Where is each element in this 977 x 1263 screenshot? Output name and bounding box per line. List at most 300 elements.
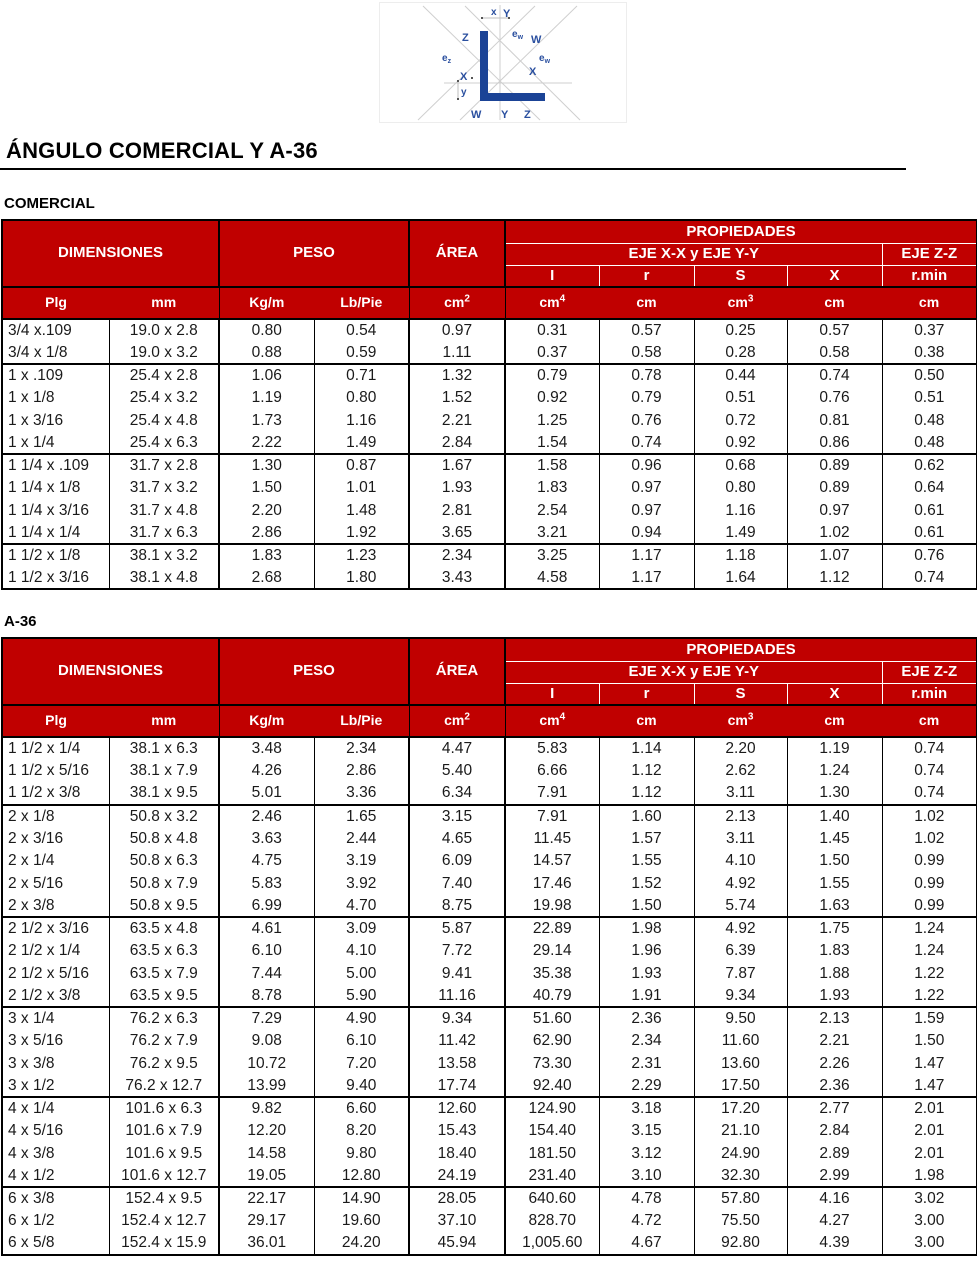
value-cell: 2.54 (505, 499, 599, 522)
value-cell: 76.2 x 9.5 (109, 1052, 219, 1075)
unit-cell: Kg/m (219, 287, 314, 319)
value-cell: 181.50 (505, 1142, 599, 1165)
value-cell: 640.60 (505, 1187, 599, 1210)
value-cell: 63.5 x 6.3 (109, 940, 219, 963)
table-row (2, 364, 977, 387)
value-cell: 29.14 (505, 940, 599, 963)
value-cell: 0.92 (694, 432, 787, 455)
value-cell: 4.47 (409, 737, 505, 760)
value-cell: 38.1 x 6.3 (109, 737, 219, 760)
value-cell: 0.89 (787, 477, 882, 500)
value-cell: 38.1 x 4.8 (109, 567, 219, 590)
table-row (2, 1075, 977, 1098)
value-cell: 1.23 (314, 544, 409, 567)
value-cell: 1.49 (314, 432, 409, 455)
size-plg-cell: 1 1/4 x 1/4 (8, 523, 81, 541)
row-group (2, 737, 977, 805)
value-cell: 9.40 (314, 1075, 409, 1098)
size-plg-cell: 2 1/2 x 5/16 (8, 964, 90, 982)
value-cell: 1.54 (505, 432, 599, 455)
value-cell: 1.24 (882, 940, 977, 963)
value-cell: 2.13 (694, 805, 787, 828)
value-cell: 1.83 (219, 544, 314, 567)
value-cell: 0.57 (787, 319, 882, 342)
value-cell: 36.01 (219, 1232, 314, 1255)
value-cell: 76.2 x 12.7 (109, 1075, 219, 1098)
value-cell: 1.58 (505, 454, 599, 477)
row-group (2, 1007, 977, 1097)
value-cell: 24.90 (694, 1142, 787, 1165)
value-cell: 2.20 (219, 499, 314, 522)
table-row (2, 1097, 977, 1120)
value-cell: 101.6 x 6.3 (109, 1097, 219, 1120)
value-cell: 0.54 (314, 319, 409, 342)
value-cell: 1.98 (599, 917, 694, 940)
value-cell: 0.99 (882, 872, 977, 895)
value-cell: 2.22 (219, 432, 314, 455)
table-row (2, 917, 977, 940)
page-title: ÁNGULO COMERCIAL Y A-36 (6, 138, 318, 163)
table-row (2, 1120, 977, 1143)
size-plg-cell: 2 1/2 x 3/8 (8, 986, 81, 1004)
size-plg-cell: 3 x 1/2 (8, 1076, 55, 1094)
value-cell: 3.15 (409, 805, 505, 828)
col-area: ÁREA (409, 638, 505, 705)
value-cell: 152.4 x 12.7 (109, 1210, 219, 1233)
value-cell: 0.72 (694, 409, 787, 432)
value-cell: 1.93 (787, 985, 882, 1008)
row-group (2, 319, 977, 364)
value-cell: 28.05 (409, 1187, 505, 1210)
value-cell: 1.14 (599, 737, 694, 760)
value-cell: 1.96 (599, 940, 694, 963)
size-plg-cell: 3/4 x 1/8 (8, 343, 68, 361)
col-x: X (787, 265, 882, 287)
value-cell: 19.0 x 3.2 (109, 342, 219, 365)
table-row (2, 985, 977, 1008)
value-cell: 1.02 (882, 805, 977, 828)
col-eje-xy: EJE X-X y EJE Y-Y (505, 661, 882, 683)
size-plg-cell: 4 x 3/8 (8, 1144, 55, 1162)
unit-cell: $cm^3$ (694, 705, 787, 737)
label-z-axis-bottom: Z (524, 109, 531, 121)
value-cell: 1.16 (694, 499, 787, 522)
size-plg-cell: 1 x 3/16 (8, 411, 64, 429)
value-cell: 1.24 (787, 760, 882, 783)
value-cell: 7.29 (219, 1007, 314, 1030)
value-cell: 2.29 (599, 1075, 694, 1098)
a36-table (1, 637, 977, 1256)
value-cell: 3.19 (314, 850, 409, 873)
value-cell: 1.32 (409, 364, 505, 387)
table-row (2, 567, 977, 590)
size-plg-cell: 2 x 5/16 (8, 874, 64, 892)
value-cell: 2.21 (409, 409, 505, 432)
value-cell: 4.75 (219, 850, 314, 873)
angle-profile-svg (380, 3, 626, 122)
value-cell: 50.8 x 6.3 (109, 850, 219, 873)
value-cell: 1.92 (314, 522, 409, 545)
value-cell: 38.1 x 7.9 (109, 760, 219, 783)
value-cell: 1.55 (787, 872, 882, 895)
value-cell: 0.57 (599, 319, 694, 342)
value-cell: 12.80 (314, 1165, 409, 1188)
value-cell: 5.83 (219, 872, 314, 895)
value-cell: 24.20 (314, 1232, 409, 1255)
value-cell: 4.78 (599, 1187, 694, 1210)
table-row (2, 962, 977, 985)
unit-cell: Plg (2, 287, 109, 319)
col-propiedades: PROPIEDADES (505, 220, 977, 243)
table-header (2, 638, 977, 737)
col-inertia: I (505, 683, 599, 705)
unit-cell: cm (787, 705, 882, 737)
value-cell: 3.10 (599, 1165, 694, 1188)
value-cell: 1.47 (882, 1052, 977, 1075)
value-cell: 2.46 (219, 805, 314, 828)
value-cell: 2.77 (787, 1097, 882, 1120)
value-cell: 19.98 (505, 895, 599, 918)
value-cell: 25.4 x 4.8 (109, 409, 219, 432)
value-cell: 15.43 (409, 1120, 505, 1143)
table-row (2, 522, 977, 545)
col-peso: PESO (219, 220, 409, 287)
value-cell: 1.22 (882, 985, 977, 1008)
value-cell: 2.36 (599, 1007, 694, 1030)
value-cell: 4.26 (219, 760, 314, 783)
value-cell: 2.20 (694, 737, 787, 760)
unit-cell: Lb/Pie (314, 705, 409, 737)
label-y-axis-bottom: Y (501, 109, 509, 121)
value-cell: 7.20 (314, 1052, 409, 1075)
value-cell: 1.57 (599, 827, 694, 850)
size-plg-cell: 4 x 5/16 (8, 1122, 64, 1139)
value-cell: 0.74 (882, 567, 977, 590)
value-cell: 50.8 x 3.2 (109, 805, 219, 828)
table-row (2, 1187, 977, 1210)
section-label-comercial: COMERCIAL (4, 195, 95, 212)
unit-cell: Lb/Pie (314, 287, 409, 319)
value-cell: 9.34 (694, 985, 787, 1008)
value-cell: 1.47 (882, 1075, 977, 1098)
value-cell: 2.84 (409, 432, 505, 455)
value-cell: 2.01 (882, 1120, 977, 1143)
value-cell: 4.90 (314, 1007, 409, 1030)
col-s: S (694, 683, 787, 705)
value-cell: 3.09 (314, 917, 409, 940)
value-cell: 0.96 (599, 454, 694, 477)
value-cell: 3.11 (694, 782, 787, 805)
value-cell: 1.40 (787, 805, 882, 828)
size-plg-cell: 2 x 1/4 (8, 852, 55, 869)
value-cell: 1.12 (599, 782, 694, 805)
value-cell: 4.67 (599, 1232, 694, 1255)
value-cell: 1.50 (787, 850, 882, 873)
table-row (2, 1232, 977, 1255)
value-cell: 5.74 (694, 895, 787, 918)
label-y-axis-top: Y (503, 8, 511, 20)
size-plg-cell: 1 1/2 x 5/16 (8, 762, 90, 779)
value-cell: 29.17 (219, 1210, 314, 1233)
value-cell: 62.90 (505, 1030, 599, 1053)
value-cell: 1.12 (599, 760, 694, 783)
value-cell: 101.6 x 7.9 (109, 1120, 219, 1143)
value-cell: 0.37 (882, 319, 977, 342)
value-cell: 6.10 (219, 940, 314, 963)
value-cell: 38.1 x 9.5 (109, 782, 219, 805)
value-cell: 3.92 (314, 872, 409, 895)
value-cell: 1.50 (599, 895, 694, 918)
unit-cell: cm (882, 705, 977, 737)
value-cell: 4.72 (599, 1210, 694, 1233)
value-cell: 2.01 (882, 1142, 977, 1165)
size-plg-cell: 6 x 1/2 (8, 1212, 55, 1229)
size-plg-cell: 2 1/2 x 3/16 (8, 920, 90, 937)
col-rmin: r.min (882, 683, 977, 705)
value-cell: 4.70 (314, 895, 409, 918)
value-cell: 75.50 (694, 1210, 787, 1233)
value-cell: 0.79 (505, 364, 599, 387)
row-group (2, 1187, 977, 1255)
label-w-axis-top: W (531, 34, 542, 46)
value-cell: 1.30 (787, 782, 882, 805)
value-cell: 4.39 (787, 1232, 882, 1255)
value-cell: 0.92 (505, 387, 599, 410)
value-cell: 76.2 x 7.9 (109, 1030, 219, 1053)
value-cell: 1.80 (314, 567, 409, 590)
col-dimensiones: DIMENSIONES (2, 220, 219, 287)
value-cell: 0.80 (314, 387, 409, 410)
value-cell: 92.40 (505, 1075, 599, 1098)
value-cell: 154.40 (505, 1120, 599, 1143)
value-cell: 2.99 (787, 1165, 882, 1188)
value-cell: 0.79 (599, 387, 694, 410)
value-cell: 92.80 (694, 1232, 787, 1255)
value-cell: 25.4 x 2.8 (109, 364, 219, 387)
value-cell: 2.86 (219, 522, 314, 545)
value-cell: 4.27 (787, 1210, 882, 1233)
value-cell: 13.99 (219, 1075, 314, 1098)
value-cell: 12.60 (409, 1097, 505, 1120)
value-cell: 63.5 x 9.5 (109, 985, 219, 1008)
unit-cell: mm (109, 287, 219, 319)
table-row (2, 872, 977, 895)
value-cell: 0.71 (314, 364, 409, 387)
label-ez-left: $e_z$ (442, 53, 452, 65)
value-cell: 0.51 (882, 387, 977, 410)
value-cell: 4.16 (787, 1187, 882, 1210)
value-cell: 101.6 x 9.5 (109, 1142, 219, 1165)
value-cell: 1.59 (882, 1007, 977, 1030)
col-r: r (599, 265, 694, 287)
value-cell: 1.64 (694, 567, 787, 590)
value-cell: 0.76 (787, 387, 882, 410)
value-cell: 0.74 (882, 760, 977, 783)
value-cell: 1.73 (219, 409, 314, 432)
unit-cell: Plg (2, 705, 109, 737)
value-cell: 18.40 (409, 1142, 505, 1165)
col-eje-xy: EJE X-X y EJE Y-Y (505, 243, 882, 265)
value-cell: 1.67 (409, 454, 505, 477)
comercial-table (1, 219, 977, 590)
value-cell: 4.92 (694, 917, 787, 940)
value-cell: 11.16 (409, 985, 505, 1008)
value-cell: 1.45 (787, 827, 882, 850)
label-x-axis-left: X (460, 71, 468, 83)
angle-profile-diagram (379, 2, 627, 123)
value-cell: 5.83 (505, 737, 599, 760)
value-cell: 7.91 (505, 805, 599, 828)
value-cell: 3.43 (409, 567, 505, 590)
value-cell: 73.30 (505, 1052, 599, 1075)
value-cell: 25.4 x 3.2 (109, 387, 219, 410)
unit-cell: Kg/m (219, 705, 314, 737)
table-row (2, 1030, 977, 1053)
value-cell: 1.98 (882, 1165, 977, 1188)
value-cell: 45.94 (409, 1232, 505, 1255)
value-cell: 37.10 (409, 1210, 505, 1233)
value-cell: 1.24 (882, 917, 977, 940)
value-cell: 7.87 (694, 962, 787, 985)
value-cell: 17.50 (694, 1075, 787, 1098)
section-label-a36: A-36 (4, 613, 37, 630)
unit-cell: $cm^4$ (505, 287, 599, 319)
table-row (2, 760, 977, 783)
value-cell: 3.25 (505, 544, 599, 567)
value-cell: 24.19 (409, 1165, 505, 1188)
value-cell: 9.34 (409, 1007, 505, 1030)
value-cell: 31.7 x 4.8 (109, 499, 219, 522)
value-cell: 0.76 (599, 409, 694, 432)
value-cell: 0.61 (882, 499, 977, 522)
row-group (2, 364, 977, 454)
label-x-axis-right: X (529, 66, 537, 78)
value-cell: 3.48 (219, 737, 314, 760)
value-cell: 2.21 (787, 1030, 882, 1053)
row-group (2, 544, 977, 589)
value-cell: 1.02 (787, 522, 882, 545)
table-row (2, 499, 977, 522)
value-cell: 9.41 (409, 962, 505, 985)
unit-cell: $cm^4$ (505, 705, 599, 737)
value-cell: 0.99 (882, 850, 977, 873)
size-plg-cell: 3/4 x.109 (8, 322, 72, 339)
value-cell: 0.81 (787, 409, 882, 432)
value-cell: 0.89 (787, 454, 882, 477)
unit-cell: cm (599, 705, 694, 737)
table-row (2, 1007, 977, 1030)
value-cell: 0.25 (694, 319, 787, 342)
value-cell: 0.74 (599, 432, 694, 455)
table-row (2, 850, 977, 873)
value-cell: 0.74 (882, 782, 977, 805)
table-row (2, 805, 977, 828)
value-cell: 2.34 (409, 544, 505, 567)
value-cell: 14.90 (314, 1187, 409, 1210)
value-cell: 21.10 (694, 1120, 787, 1143)
value-cell: 0.51 (694, 387, 787, 410)
table-row (2, 1210, 977, 1233)
value-cell: 124.90 (505, 1097, 599, 1120)
value-cell: 31.7 x 6.3 (109, 522, 219, 545)
value-cell: 6.09 (409, 850, 505, 873)
value-cell: 3.65 (409, 522, 505, 545)
value-cell: 1.19 (219, 387, 314, 410)
value-cell: 1.52 (599, 872, 694, 895)
value-cell: 0.88 (219, 342, 314, 365)
value-cell: 5.01 (219, 782, 314, 805)
value-cell: 22.17 (219, 1187, 314, 1210)
label-x-dim: x (491, 7, 497, 18)
value-cell: 19.05 (219, 1165, 314, 1188)
value-cell: 50.8 x 9.5 (109, 895, 219, 918)
value-cell: 0.44 (694, 364, 787, 387)
table-row (2, 940, 977, 963)
size-plg-cell: 3 x 1/4 (8, 1010, 55, 1027)
value-cell: 2.84 (787, 1120, 882, 1143)
value-cell: 0.31 (505, 319, 599, 342)
table-row (2, 319, 977, 342)
value-cell: 0.80 (694, 477, 787, 500)
value-cell: 1.50 (882, 1030, 977, 1053)
value-cell: 1.25 (505, 409, 599, 432)
size-plg-cell: 1 1/2 x 1/4 (8, 740, 81, 757)
col-x: X (787, 683, 882, 705)
value-cell: 828.70 (505, 1210, 599, 1233)
col-inertia: I (505, 265, 599, 287)
size-plg-cell: 1 1/4 x 3/16 (8, 501, 90, 519)
col-eje-z: EJE Z-Z (882, 243, 977, 265)
value-cell: 4.65 (409, 827, 505, 850)
value-cell: 0.59 (314, 342, 409, 365)
value-cell: 2.26 (787, 1052, 882, 1075)
value-cell: 1.06 (219, 364, 314, 387)
size-plg-cell: 3 x 3/8 (8, 1054, 55, 1072)
col-area: ÁREA (409, 220, 505, 287)
value-cell: 1.17 (599, 544, 694, 567)
value-cell: 0.97 (787, 499, 882, 522)
value-cell: 0.78 (599, 364, 694, 387)
value-cell: 17.20 (694, 1097, 787, 1120)
value-cell: 11.45 (505, 827, 599, 850)
value-cell: 2.86 (314, 760, 409, 783)
size-plg-cell: 4 x 1/4 (8, 1100, 55, 1117)
value-cell: 7.40 (409, 872, 505, 895)
value-cell: 1.16 (314, 409, 409, 432)
value-cell: 5.00 (314, 962, 409, 985)
value-cell: 1.22 (882, 962, 977, 985)
table-row (2, 737, 977, 760)
label-ew-top: $e_w$ (512, 29, 524, 41)
unit-cell: mm (109, 705, 219, 737)
label-z-axis-top: Z (462, 32, 469, 44)
size-plg-cell: 2 x 3/16 (8, 829, 64, 847)
value-cell: 2.89 (787, 1142, 882, 1165)
value-cell: 5.87 (409, 917, 505, 940)
value-cell: 1.12 (787, 567, 882, 590)
size-plg-cell: 1 1/2 x 3/8 (8, 784, 81, 801)
value-cell: 0.38 (882, 342, 977, 365)
value-cell: 2.34 (599, 1030, 694, 1053)
value-cell: 4.10 (694, 850, 787, 873)
value-cell: 7.72 (409, 940, 505, 963)
value-cell: 2.31 (599, 1052, 694, 1075)
unit-cell: cm (787, 287, 882, 319)
col-eje-z: EJE Z-Z (882, 661, 977, 683)
value-cell: 2.01 (882, 1097, 977, 1120)
value-cell: 8.75 (409, 895, 505, 918)
value-cell: 1.19 (787, 737, 882, 760)
